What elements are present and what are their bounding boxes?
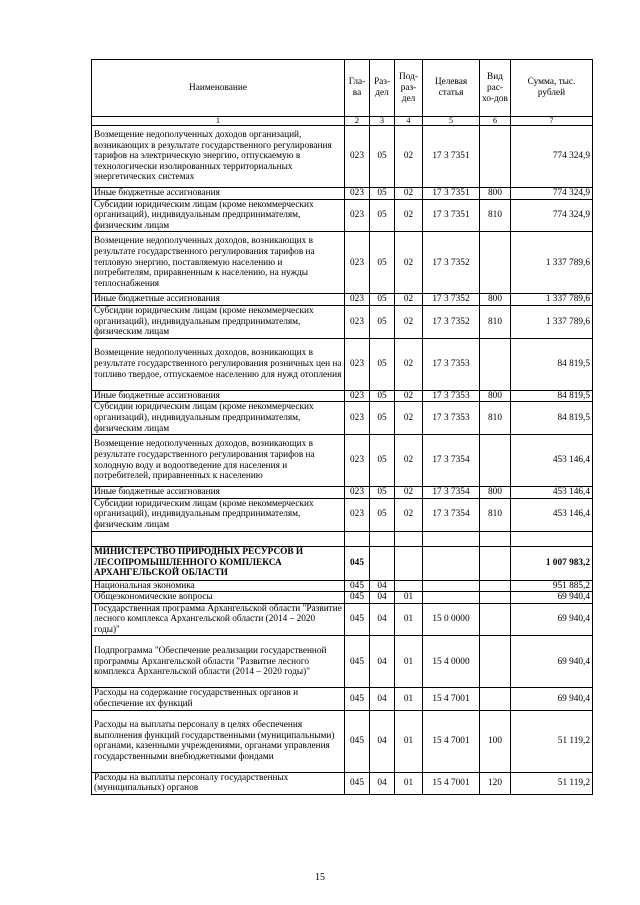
cell-sum: 774 324,9 xyxy=(511,126,593,188)
cell-target: 17 3 7354 xyxy=(423,498,480,531)
cell-expense-type xyxy=(480,126,511,188)
cell-section: 04 xyxy=(370,636,395,688)
cell-sum: 84 819,5 xyxy=(511,338,593,390)
cell-name: Общеэкономические вопросы xyxy=(92,592,345,604)
header-expense-type: Вид рас-хо-дов xyxy=(480,60,511,117)
cell-chapter: 045 xyxy=(345,636,370,688)
cell-sum: 453 146,4 xyxy=(511,435,593,487)
empty-cell xyxy=(92,531,345,546)
table-row xyxy=(92,688,593,710)
cell-chapter: 023 xyxy=(345,199,370,232)
cell-expense-type xyxy=(480,580,511,592)
header-chapter: Гла-ва xyxy=(345,60,370,117)
cell-target: 17 3 7352 xyxy=(423,294,480,306)
cell-chapter: 045 xyxy=(345,546,370,580)
cell-sum: 951 885,2 xyxy=(511,580,593,592)
header-section: Раз-дел xyxy=(370,60,395,117)
cell-sum: 1 337 789,6 xyxy=(511,232,593,294)
cell-name: Подпрограмма "Обеспечение реализации государственной программы Архангельской области "Развитие лесного комплекса Архангельской области (2014 – 2020 годы)" xyxy=(92,636,345,688)
cell-target: 17 3 7351 xyxy=(423,199,480,232)
table-row xyxy=(92,546,593,580)
cell-section: 04 xyxy=(370,592,395,604)
cell-name: Иные бюджетные ассигнования xyxy=(92,487,345,499)
cell-chapter: 023 xyxy=(345,487,370,499)
cell-target xyxy=(423,592,480,604)
cell-name: Субсидии юридическим лицам (кроме некоммерческих организаций), индивидуальным предпринимателям, физическим лицам xyxy=(92,498,345,531)
empty-cell xyxy=(345,531,370,546)
cell-name: Субсидии юридическим лицам (кроме некоммерческих организаций), индивидуальным предпринимателям, физическим лицам xyxy=(92,402,345,435)
cell-expense-type: 800 xyxy=(480,487,511,499)
column-number: 4 xyxy=(395,117,423,126)
cell-expense-type: 800 xyxy=(480,188,511,200)
empty-cell xyxy=(423,531,480,546)
cell-target: 17 3 7353 xyxy=(423,338,480,390)
page-number: 15 xyxy=(315,872,325,883)
cell-target: 17 3 7352 xyxy=(423,305,480,338)
budget-table xyxy=(91,59,593,795)
cell-target: 17 3 7354 xyxy=(423,435,480,487)
cell-section: 04 xyxy=(370,603,395,636)
cell-chapter: 023 xyxy=(345,188,370,200)
cell-section: 05 xyxy=(370,126,395,188)
table-row xyxy=(92,487,593,499)
cell-section: 04 xyxy=(370,688,395,710)
cell-subsection: 02 xyxy=(395,338,423,390)
cell-subsection: 02 xyxy=(395,487,423,499)
cell-chapter: 045 xyxy=(345,772,370,794)
header-subsection: Под-раз-дел xyxy=(395,60,423,117)
cell-target xyxy=(423,546,480,580)
cell-target: 15 4 7001 xyxy=(423,688,480,710)
cell-subsection: 02 xyxy=(395,498,423,531)
cell-expense-type: 120 xyxy=(480,772,511,794)
cell-sum: 1 337 789,6 xyxy=(511,294,593,306)
cell-subsection: 02 xyxy=(395,435,423,487)
cell-subsection: 01 xyxy=(395,772,423,794)
cell-name: Расходы на содержание государственных органов и обеспечение их функций xyxy=(92,688,345,710)
cell-expense-type xyxy=(480,232,511,294)
cell-section: 05 xyxy=(370,305,395,338)
cell-name: Государственная программа Архангельской области "Развитие лесного комплекса Архангельской области (2014 – 2020 годы)" xyxy=(92,603,345,636)
cell-target: 15 4 0000 xyxy=(423,636,480,688)
cell-target: 17 3 7352 xyxy=(423,232,480,294)
cell-name: Расходы на выплаты персоналу государственных (муниципальных) органов xyxy=(92,772,345,794)
table-row xyxy=(92,435,593,487)
cell-sum: 69 940,4 xyxy=(511,603,593,636)
cell-target: 15 4 7001 xyxy=(423,710,480,772)
cell-target: 17 3 7353 xyxy=(423,402,480,435)
cell-section: 04 xyxy=(370,580,395,592)
column-number: 7 xyxy=(511,117,593,126)
cell-subsection: 02 xyxy=(395,126,423,188)
cell-name: Иные бюджетные ассигнования xyxy=(92,390,345,402)
cell-expense-type: 810 xyxy=(480,305,511,338)
cell-section: 05 xyxy=(370,487,395,499)
cell-subsection: 02 xyxy=(395,199,423,232)
cell-expense-type xyxy=(480,636,511,688)
column-number: 1 xyxy=(92,117,345,126)
cell-chapter: 045 xyxy=(345,603,370,636)
cell-target: 15 4 7001 xyxy=(423,772,480,794)
cell-expense-type xyxy=(480,688,511,710)
cell-section xyxy=(370,546,395,580)
table-row xyxy=(92,126,593,188)
cell-section: 05 xyxy=(370,402,395,435)
spacer-row xyxy=(92,531,593,546)
cell-chapter: 045 xyxy=(345,688,370,710)
cell-sum: 69 940,4 xyxy=(511,636,593,688)
cell-chapter: 023 xyxy=(345,232,370,294)
cell-name: Возмещение недополученных доходов, возникающих в результате государственного регулирования тарифов на тепловую энергию, поставляемую населению и потребителям, приравненным к населению, на нужды теплоснабжения xyxy=(92,232,345,294)
cell-chapter: 045 xyxy=(345,710,370,772)
empty-cell xyxy=(511,531,593,546)
cell-expense-type xyxy=(480,546,511,580)
cell-section: 04 xyxy=(370,710,395,772)
header-row xyxy=(92,60,593,117)
cell-sum: 51 119,2 xyxy=(511,772,593,794)
table-row xyxy=(92,338,593,390)
cell-expense-type: 810 xyxy=(480,498,511,531)
table-row xyxy=(92,603,593,636)
table-row xyxy=(92,636,593,688)
cell-sum: 774 324,9 xyxy=(511,188,593,200)
cell-sum: 453 146,4 xyxy=(511,498,593,531)
cell-subsection: 02 xyxy=(395,390,423,402)
cell-sum: 1 007 983,2 xyxy=(511,546,593,580)
cell-chapter: 023 xyxy=(345,390,370,402)
cell-section: 05 xyxy=(370,188,395,200)
cell-target: 15 0 0000 xyxy=(423,603,480,636)
column-number: 6 xyxy=(480,117,511,126)
cell-subsection: 01 xyxy=(395,710,423,772)
empty-cell xyxy=(395,531,423,546)
cell-chapter: 023 xyxy=(345,435,370,487)
cell-subsection: 02 xyxy=(395,294,423,306)
cell-subsection xyxy=(395,580,423,592)
cell-subsection: 02 xyxy=(395,232,423,294)
cell-name: Возмещение недополученных доходов, возникающих в результате государственного регулирования розничных цен на топливо твердое, отпускаемое населению для нужд отопления xyxy=(92,338,345,390)
cell-section: 05 xyxy=(370,294,395,306)
cell-chapter: 045 xyxy=(345,592,370,604)
table-row xyxy=(92,188,593,200)
header-sum: Сумма, тыс. рублей xyxy=(511,60,593,117)
cell-expense-type xyxy=(480,435,511,487)
cell-chapter: 023 xyxy=(345,402,370,435)
cell-chapter: 023 xyxy=(345,338,370,390)
table-row xyxy=(92,772,593,794)
cell-chapter: 045 xyxy=(345,580,370,592)
cell-target: 17 3 7351 xyxy=(423,126,480,188)
cell-sum: 1 337 789,6 xyxy=(511,305,593,338)
table-row xyxy=(92,390,593,402)
cell-chapter: 023 xyxy=(345,126,370,188)
cell-name: Иные бюджетные ассигнования xyxy=(92,294,345,306)
table-row xyxy=(92,199,593,232)
cell-section: 05 xyxy=(370,390,395,402)
cell-sum: 774 324,9 xyxy=(511,199,593,232)
cell-target: 17 3 7351 xyxy=(423,188,480,200)
cell-sum: 453 146,4 xyxy=(511,487,593,499)
table-row xyxy=(92,294,593,306)
column-number: 2 xyxy=(345,117,370,126)
table-row xyxy=(92,498,593,531)
cell-sum: 51 119,2 xyxy=(511,710,593,772)
cell-sum: 84 819,5 xyxy=(511,390,593,402)
empty-cell xyxy=(480,531,511,546)
cell-sum: 69 940,4 xyxy=(511,592,593,604)
cell-chapter: 023 xyxy=(345,305,370,338)
cell-name: Субсидии юридическим лицам (кроме некоммерческих организаций), индивидуальным предпринимателям, физическим лицам xyxy=(92,305,345,338)
cell-sum: 84 819,5 xyxy=(511,402,593,435)
cell-expense-type xyxy=(480,592,511,604)
cell-name: Субсидии юридическим лицам (кроме некоммерческих организаций), индивидуальным предпринимателям, физическим лицам xyxy=(92,199,345,232)
cell-name: Расходы на выплаты персоналу в целях обеспечения выполнения функций государственными (муниципальными) органами, казенными учреждениями, органами управления государственными внебюджетными фондами xyxy=(92,710,345,772)
cell-subsection: 01 xyxy=(395,688,423,710)
cell-expense-type xyxy=(480,603,511,636)
table-row xyxy=(92,580,593,592)
cell-section: 05 xyxy=(370,338,395,390)
cell-name: Возмещение недополученных доходов, возникающих в результате государственного регулирования тарифов на холодную воду и водоотведение для населения и потребителей, приравненных к населению xyxy=(92,435,345,487)
cell-expense-type: 810 xyxy=(480,402,511,435)
table-row xyxy=(92,710,593,772)
cell-subsection xyxy=(395,546,423,580)
cell-subsection: 01 xyxy=(395,592,423,604)
column-number-row xyxy=(92,117,593,126)
cell-chapter: 023 xyxy=(345,498,370,531)
cell-expense-type: 810 xyxy=(480,199,511,232)
table-row xyxy=(92,232,593,294)
cell-chapter: 023 xyxy=(345,294,370,306)
cell-expense-type: 800 xyxy=(480,390,511,402)
table-row xyxy=(92,592,593,604)
header-name: Наименование xyxy=(92,60,345,117)
empty-cell xyxy=(370,531,395,546)
cell-section: 05 xyxy=(370,498,395,531)
cell-section: 05 xyxy=(370,232,395,294)
cell-target: 17 3 7353 xyxy=(423,390,480,402)
cell-name: Национальная экономика xyxy=(92,580,345,592)
cell-subsection: 02 xyxy=(395,402,423,435)
cell-subsection: 01 xyxy=(395,636,423,688)
cell-expense-type: 100 xyxy=(480,710,511,772)
cell-subsection: 02 xyxy=(395,188,423,200)
table-body xyxy=(92,126,593,795)
column-number: 3 xyxy=(370,117,395,126)
table-row xyxy=(92,402,593,435)
cell-expense-type: 800 xyxy=(480,294,511,306)
cell-expense-type xyxy=(480,338,511,390)
cell-target: 17 3 7354 xyxy=(423,487,480,499)
cell-subsection: 02 xyxy=(395,305,423,338)
cell-section: 05 xyxy=(370,435,395,487)
cell-target xyxy=(423,580,480,592)
column-number: 5 xyxy=(423,117,480,126)
cell-subsection: 01 xyxy=(395,603,423,636)
cell-section: 04 xyxy=(370,772,395,794)
header-target: Целевая статья xyxy=(423,60,480,117)
cell-section: 05 xyxy=(370,199,395,232)
document-page xyxy=(91,59,592,795)
cell-name: Возмещение недополученных доходов организаций, возникающих в результате государственного регулирования тарифов на электрическую энергию, отпускаемую в технологически изолированных территориальных энергетических системах xyxy=(92,126,345,188)
cell-name: Иные бюджетные ассигнования xyxy=(92,188,345,200)
table-row xyxy=(92,305,593,338)
cell-name: МИНИСТЕРСТВО ПРИРОДНЫХ РЕСУРСОВ И ЛЕСОПРОМЫШЛЕННОГО КОМПЛЕКСА АРХАНГЕЛЬСКОЙ ОБЛАСТИ xyxy=(92,546,345,580)
cell-sum: 69 940,4 xyxy=(511,688,593,710)
